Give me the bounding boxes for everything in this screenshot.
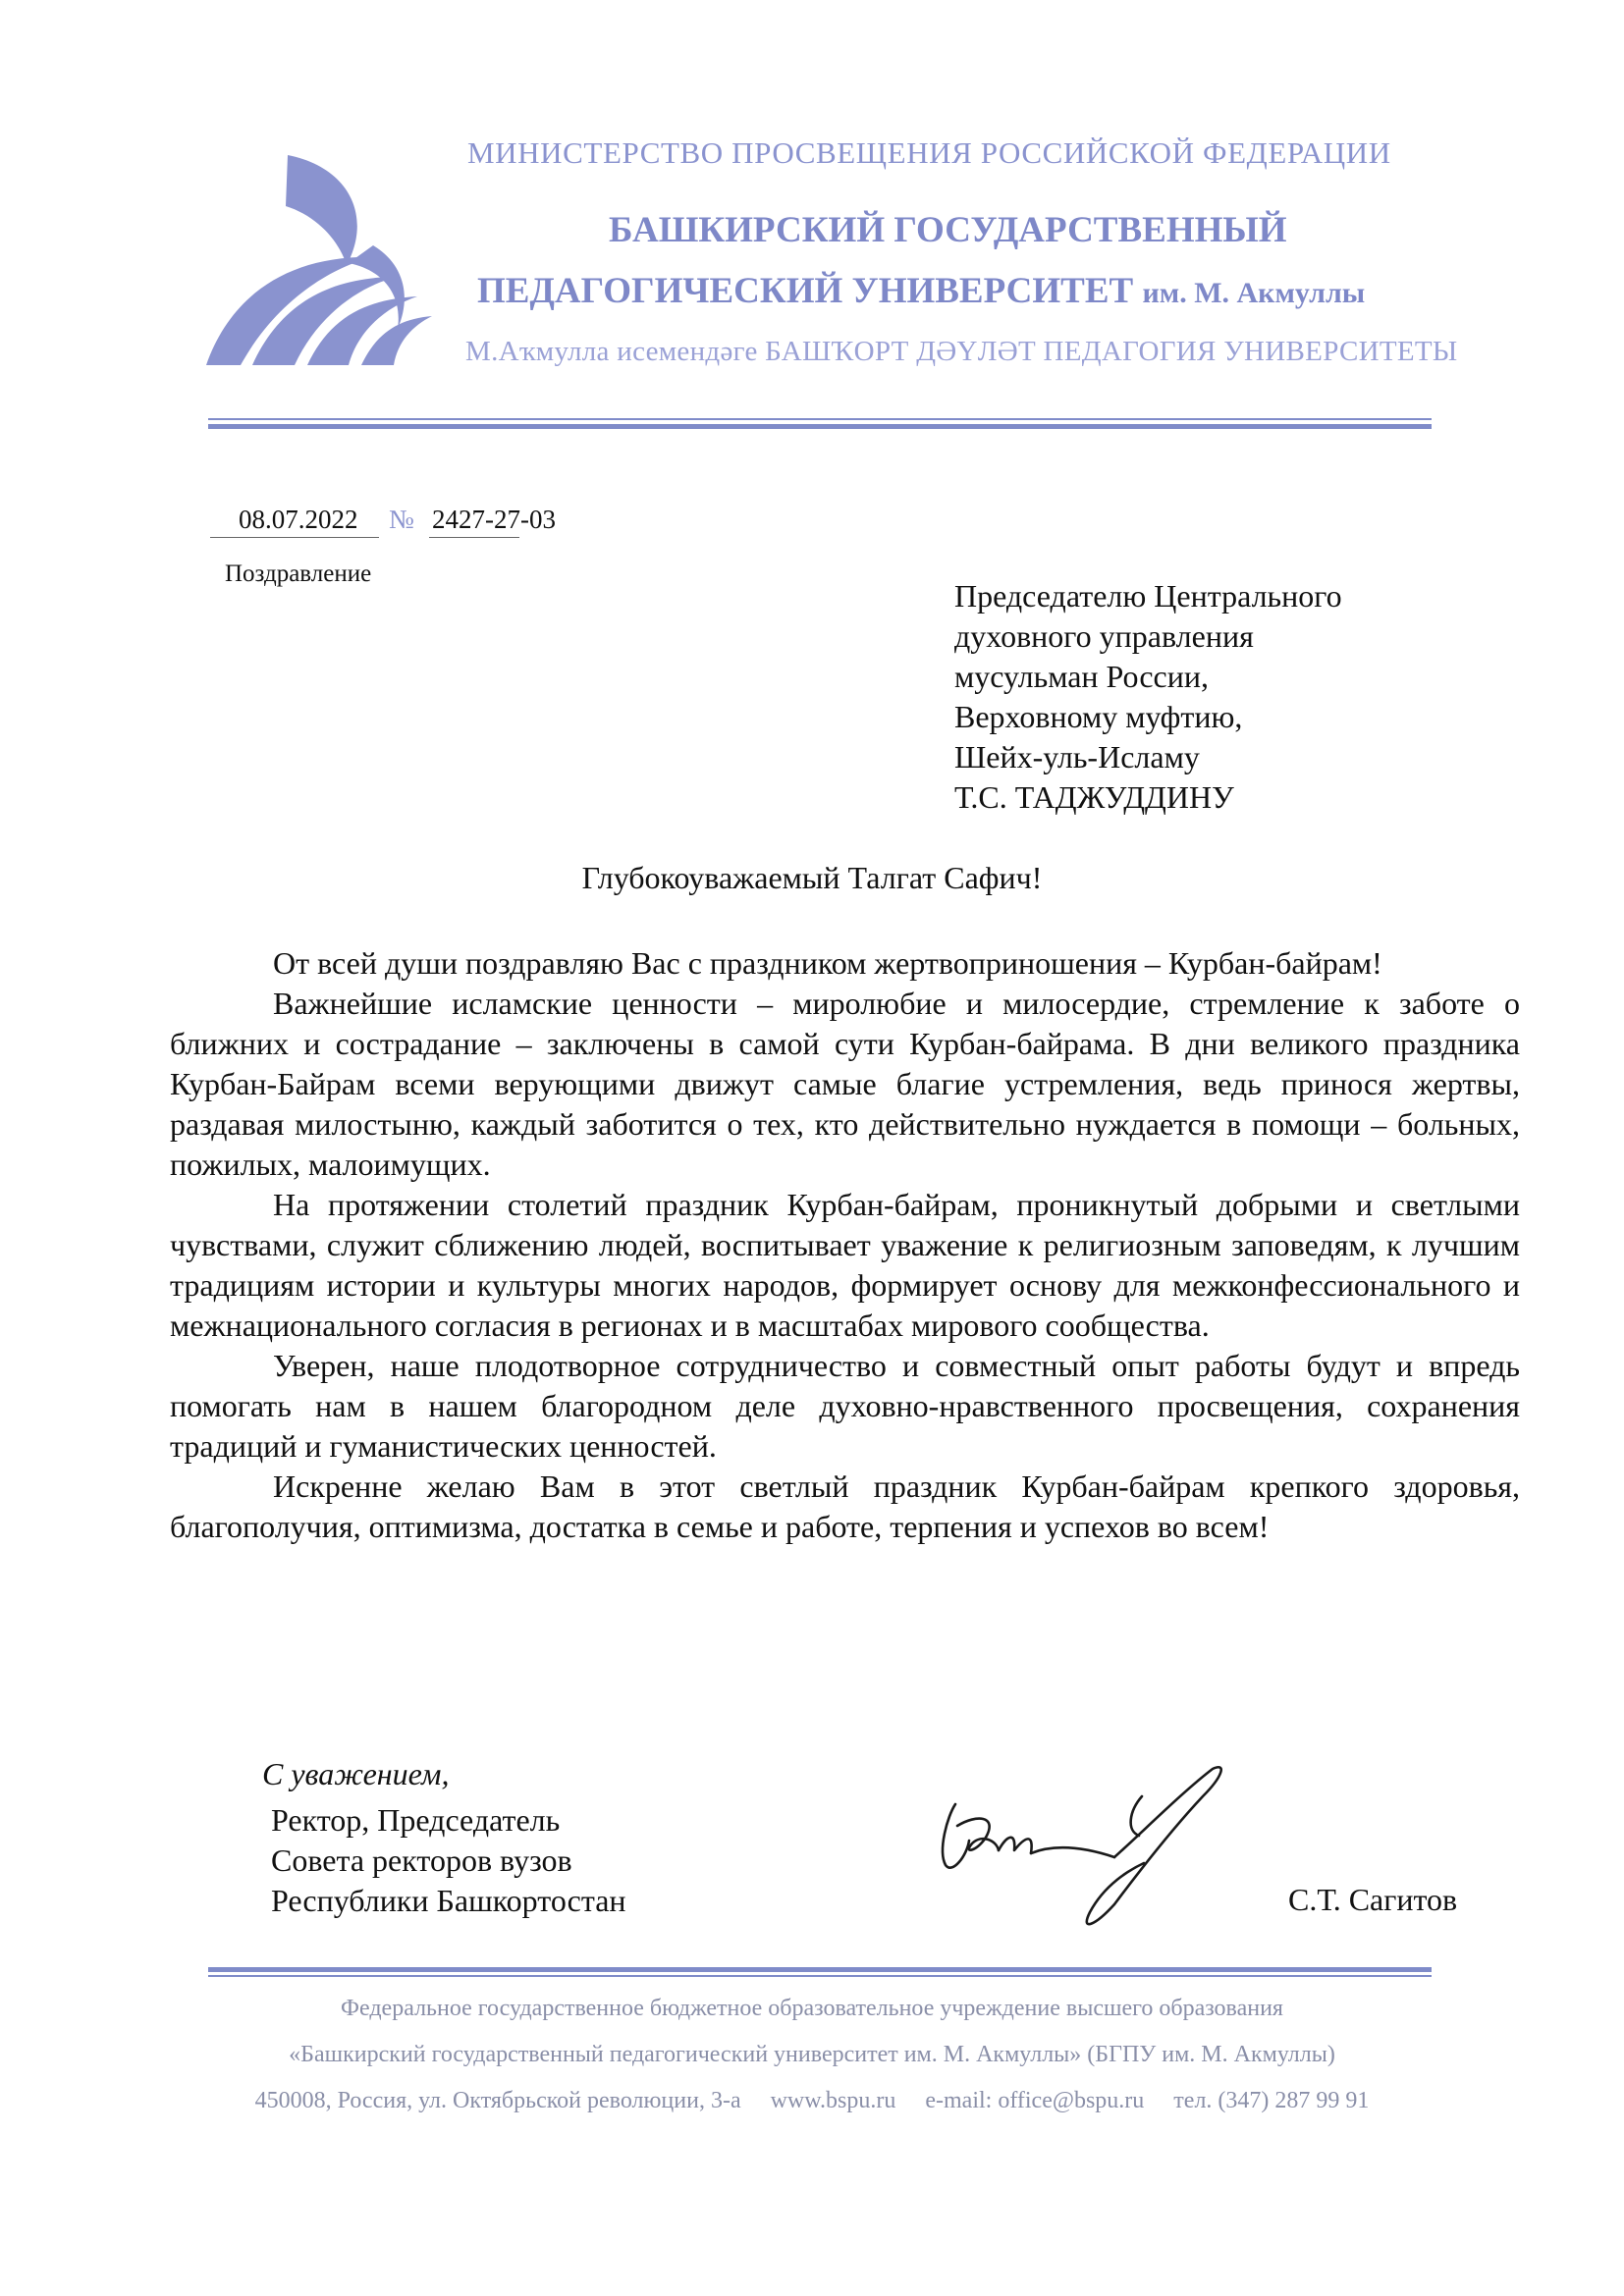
addressee-block (954, 576, 1342, 818)
addressee-line: Т.С. ТАДЖУДДИНУ (954, 779, 1234, 815)
addressee-line: Верховному муфтию, (954, 699, 1243, 734)
ministry-name: МИНИСТЕРСТВО ПРОСВЕЩЕНИЯ РОССИЙСКОЙ ФЕДЕРАЦИИ (467, 135, 1391, 170)
letter-subject: Поздравление (225, 561, 372, 587)
university-name-bashkir: М.Аҡмулла исемендәге БАШҠОРТ ДӘҮЛӘТ ПЕДАГОГИЯ УНИВЕРСИТЕТЫ (465, 336, 1458, 367)
header-rule-thin (208, 418, 1432, 420)
handwritten-signature-icon (918, 1757, 1237, 1939)
letter-body (170, 943, 1520, 1547)
addressee-line: духовного управления (954, 618, 1254, 654)
header-rule-thick (208, 424, 1432, 429)
regards: С уважением, (262, 1756, 450, 1791)
number-underline (429, 537, 519, 538)
number-sign: № (389, 505, 414, 534)
addressee-line: Председателю Центрального (954, 578, 1342, 614)
signer-title (271, 1800, 626, 1921)
addressee-line: Шейх-уль-Исламу (954, 739, 1200, 774)
body-paragraph: От всей души поздравляю Вас с праздником жертвоприношения – Курбан-байрам! (273, 945, 1382, 981)
greeting: Глубокоуважаемый Талгат Сафич! (581, 860, 1043, 895)
footer-name-line: «Башкирский государственный педагогический университет им. М. Акмуллы» (БГПУ им. М. Акмуллы) (289, 2042, 1335, 2067)
letter-date: 08.07.2022 (239, 505, 358, 534)
body-paragraph: На протяжении столетий праздник Курбан-байрам, проникнутый добрыми и светлыми чувствами, служит сближению людей, воспитывает уважение к религиозным заповедям, к лучшим традициям истории и культуры многих народов, формирует основу для межконфессионального и межнационального согласия в регионах и в масштабах мирового сообщества. (170, 1187, 1520, 1343)
footer-rule-thick (208, 1967, 1432, 1972)
university-name-suffix: им. М. Акмуллы (1142, 277, 1366, 309)
signer-title-line: Республики Башкортостан (271, 1883, 626, 1918)
body-paragraph: Искренне желаю Вам в этот светлый праздник Курбан-байрам крепкого здоровья, благополучия, оптимизма, достатка в семье и работе, терпения и успехов во всем! (170, 1468, 1520, 1544)
addressee-line: мусульман России, (954, 659, 1209, 694)
university-name-main: ПЕДАГОГИЧЕСКИЙ УНИВЕРСИТЕТ (477, 271, 1134, 311)
letter-number: 2427-27-03 (432, 505, 556, 534)
footer-contacts-line: 450008, Россия, ул. Октябрьской революции, 3-а www.bspu.ru e-mail: office@bspu.ru тел. (347) 287 99 91 (254, 2088, 1370, 2113)
signer-title-line: Ректор, Председатель (271, 1802, 561, 1838)
university-name-line1: БАШКИРСКИЙ ГОСУДАРСТВЕННЫЙ (609, 210, 1287, 250)
footer-org-line: Федеральное государственное бюджетное образовательное учреждение высшего образования (341, 1996, 1283, 2021)
date-underline (210, 537, 379, 538)
footer-rule-thin (208, 1975, 1432, 1977)
signer-title-line: Совета ректоров вузов (271, 1842, 572, 1878)
body-paragraph: Важнейшие исламские ценности – миролюбие и милосердие, стремление к заботе о ближних и сострадание – заключены в самой сути Курбан-байрама. В дни великого праздника Курбан-Байрам всеми верующими движут самые благие устремления, ведь принося жертвы, раздавая милостыню, каждый заботится о тех, кто действительно нуждается в помощи – больных, пожилых, малоимущих. (170, 986, 1520, 1182)
body-paragraph: Уверен, наше плодотворное сотрудничество и совместный опыт работы будут и впредь помогать нам в нашем благородном деле духовно-нравственного просвещения, сохранения традиций и гуманистических ценностей. (170, 1348, 1520, 1464)
university-logo-icon (201, 147, 457, 373)
university-name-line2 (477, 270, 1365, 312)
signer-name: С.Т. Сагитов (1288, 1882, 1458, 1917)
